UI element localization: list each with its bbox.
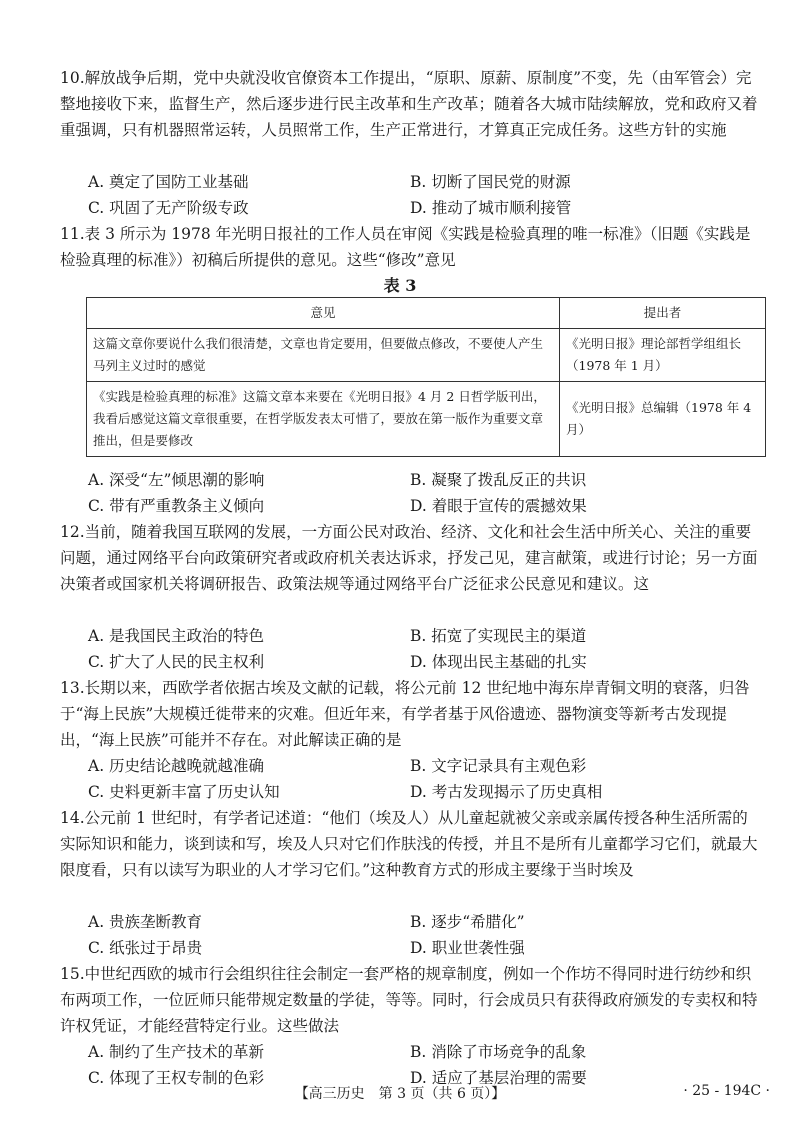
options-13: [88, 753, 768, 805]
table-caption: 表 3: [383, 276, 417, 295]
option-d: D. 职业世袭性强: [410, 939, 525, 957]
question-number: 11.: [60, 225, 85, 243]
table-row: [87, 329, 766, 382]
options-11: [88, 467, 768, 519]
option-a: A. 是我国民主政治的特色: [88, 627, 265, 645]
option-d: D. 考古发现揭示了历史真相: [410, 783, 603, 801]
option-a: A. 历史结论越晚就越准确: [88, 757, 265, 775]
question-number: 14.: [60, 809, 85, 827]
option-d: D. 推动了城市顺利接管: [410, 199, 572, 217]
paper-code: · 25 - 194C ·: [683, 1083, 770, 1099]
question-number: 10.: [60, 69, 85, 87]
table-cell-opinion: 《实践是检验真理的标准》这篇文章本来要在《光明日报》4 月 2 日哲学版刊出，我看后感觉这篇文章很重要，在哲学版发表太可惜了，要放在第一版作为重要文章推出，但是要修改: [87, 382, 560, 457]
table-cell-proposer: 《光明日报》理论部哲学组组长（1978 年 1 月）: [560, 329, 766, 382]
question-14: [60, 805, 760, 883]
option-c: C. 扩大了人民的民主权利: [88, 653, 265, 671]
page-footer: 【高三历史 第 3 页（共 6 页）】: [294, 1086, 506, 1102]
option-b: B. 逐步“希腊化”: [410, 913, 525, 931]
question-stem: 解放战争后期，党中央就没收官僚资本工作提出，“原职、原薪、原制度”不变，先（由军管会）完整地接收下来，监督生产，然后逐步进行民主改革和生产改革；随着各大城市陆续解放，党和政府又着重强调，只有机器照常运转，人员照常工作，生产正常进行，才算真正完成任务。这些方针的实施: [60, 69, 758, 139]
option-b: B. 文字记录具有主观色彩: [410, 757, 587, 775]
option-c: C. 体现了王权专制的色彩: [88, 1069, 265, 1087]
question-10: [60, 65, 760, 143]
table-header-proposer: 提出者: [560, 298, 766, 329]
options-10: [88, 169, 768, 221]
option-b: B. 凝聚了拨乱反正的共识: [410, 471, 587, 489]
question-stem: 公元前 1 世纪时，有学者记述道：“他们（埃及人）从儿童起就被父亲或亲属传授各种生活所需的实际知识和能力，谈到读和写，埃及人只对它们作肤浅的传授，并且不是所有儿童都学习它们，就最大限度看，只有以读写为职业的人才学习它们。”这种教育方式的形成主要缘于当时埃及: [60, 809, 758, 879]
option-b: B. 消除了市场竞争的乱象: [410, 1043, 587, 1061]
question-stem: 长期以来，西欧学者依据古埃及文献的记载，将公元前 12 世纪地中海东岸青铜文明的衰落，归咎于“海上民族”大规模迁徙带来的灾难。但近年来，有学者基于风俗遗迹、器物演变等新考古发现提出，“海上民族”可能并不存在。对此解读正确的是: [60, 679, 750, 749]
option-d: D. 体现出民主基础的扎实: [410, 653, 587, 671]
question-number: 15.: [60, 965, 85, 983]
option-c: C. 史料更新丰富了历史认知: [88, 783, 280, 801]
opinion-table: [86, 297, 766, 457]
option-a: A. 制约了生产技术的革新: [88, 1043, 265, 1061]
option-c: C. 巩固了无产阶级专政: [88, 199, 249, 217]
question-11: [60, 221, 760, 273]
question-stem: 当前，随着我国互联网的发展，一方面公民对政治、经济、文化和社会生活中所关心、关注的重要问题，通过网络平台向政策研究者或政府机关表达诉求，抒发己见，建言献策，或进行讨论；另一方面决策者或国家机关将调研报告、政策法规等通过网络平台广泛征求公民意见和建议。这: [60, 523, 758, 593]
question-number: 13.: [60, 679, 85, 697]
table-row: [87, 382, 766, 457]
question-13: [60, 675, 760, 753]
question-12: [60, 519, 760, 597]
option-a: A. 贵族垄断教育: [88, 913, 203, 931]
table-header-row: [87, 298, 766, 329]
table-header-opinion: 意见: [87, 298, 560, 329]
option-a: A. 奠定了国防工业基础: [88, 173, 249, 191]
option-c: C. 纸张过于昂贵: [88, 939, 203, 957]
option-d: D. 着眼于宣传的震撼效果: [410, 497, 587, 515]
option-b: B. 拓宽了实现民主的渠道: [410, 627, 587, 645]
table-cell-proposer: 《光明日报》总编辑（1978 年 4 月）: [560, 382, 766, 457]
question-stem: 表 3 所示为 1978 年光明日报社的工作人员在审阅《实践是检验真理的唯一标准》（旧题《实践是检验真理的标准》）初稿后所提供的意见。这些“修改”意见: [60, 225, 751, 269]
table-cell-opinion: 这篇文章你要说什么我们很清楚，文章也肯定要用，但要做点修改，不要使人产生马列主义过时的感觉: [87, 329, 560, 382]
question-stem: 中世纪西欧的城市行会组织往往会制定一套严格的规章制度，例如一个作坊不得同时进行纺纱和织布两项工作，一位匠师只能带规定数量的学徒，等等。同时，行会成员只有获得政府颁发的专卖权和特许权凭证，才能经营特定行业。这些做法: [60, 965, 758, 1035]
option-d: D. 适应了基层治理的需要: [410, 1069, 587, 1087]
options-12: [88, 623, 768, 675]
options-14: [88, 909, 768, 961]
option-b: B. 切断了国民党的财源: [410, 173, 571, 191]
option-c: C. 带有严重教条主义倾向: [88, 497, 265, 515]
option-a: A. 深受“左”倾思潮的影响: [88, 471, 265, 489]
question-15: [60, 961, 760, 1039]
question-number: 12.: [60, 523, 85, 541]
